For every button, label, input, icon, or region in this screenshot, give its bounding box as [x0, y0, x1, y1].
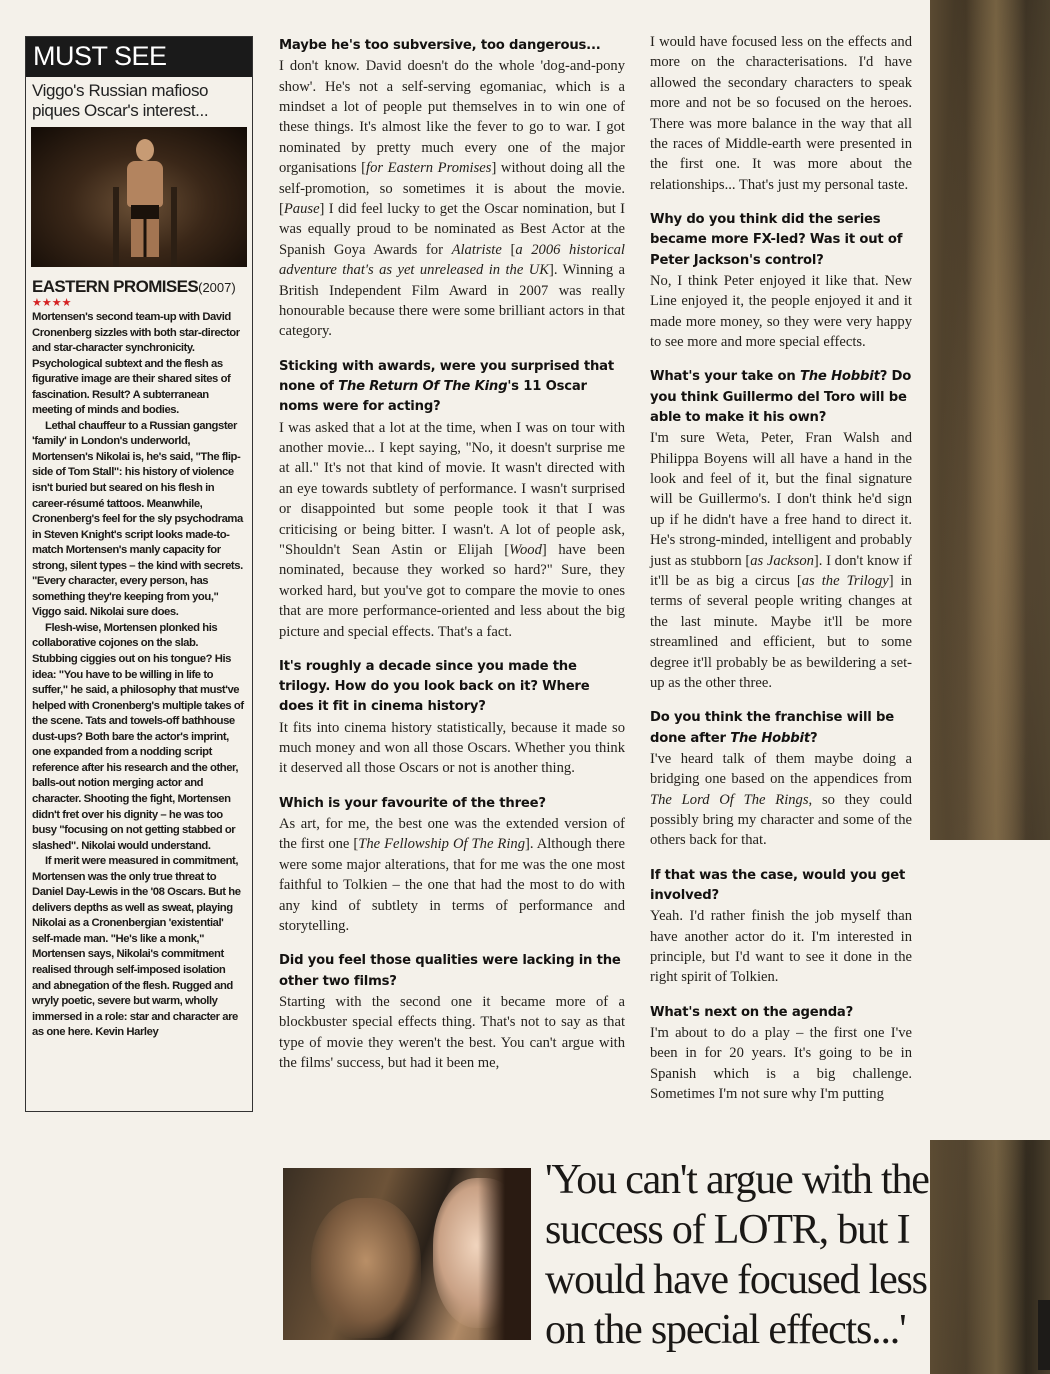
hair-shadow	[478, 1168, 531, 1340]
seated-figure	[123, 139, 167, 257]
question: Did you feel those qualities were lacking in the other two films?	[279, 953, 621, 989]
page-whitespace	[910, 840, 1050, 1140]
pull-quote-line: success of LOTR, but I	[545, 1207, 910, 1253]
answer: No, I think Peter enjoyed it like that. New Line enjoyed it, the people enjoyed it and it made more money, so they were very happy to see more and more special effects.	[650, 272, 912, 351]
page-edge-mark	[1038, 1300, 1050, 1370]
answer: I don't know. David doesn't do the whole 'dog-and-pony show'. He's not a self-serving egomaniac, which is a mindset a lot of people put themselves in to win one of these things. It's almost like the fever to go to war. I got nominated by pretty much every one of the major organisations [for Eastern Promises] without doing all the self-promotion, so sometimes it is about the movie. [Pause] I did feel lucky to get the Oscar nomination, but I was equally proud to be nominated as Best Actor at the Spanish Goya Awards for Alatriste [a 2006 historical adventure that's as yet unreleased in the UK]. Winning a British Independent Film Award in 2007 was really honourable because there were some brilliant actors in that category.	[279, 58, 625, 340]
question: Maybe he's too subversive, too dangerous...	[279, 38, 601, 53]
interview-column-2	[650, 32, 912, 1105]
question: Do you think the franchise will be done after The Hobbit?	[650, 710, 894, 746]
film-year: (2007)	[198, 280, 236, 295]
review-paragraph	[32, 854, 246, 1041]
pull-quote-line: on the special effects...'	[545, 1307, 906, 1353]
answer: Starting with the second one it became more of a blockbuster special effects thing. That's not to say as that type of movie they weren't the best. You can't argue with the films' success, but had it been me,	[279, 993, 625, 1072]
answer: I was asked that a lot at the time, when I was on tour with another movie... I kept saying, "No, it doesn't surprise me at all." It's not that kind of movie. It wasn't directed with an eye towards subtlety of performance. I wasn't surprised or disappointed but some people took it that I was criticising or being bitter. I wasn't. A lot of people ask, "Shouldn't Sean Astin or Elijah [Wood] have been nominated, because they worked so hard?" Sure, they worked hard, but you've got to compare the movie to ones that are more performance-oriented and less about the big picture and special effects. That's a fact.	[279, 419, 625, 640]
rating-stars: ★★★★	[32, 297, 72, 309]
must-see-sidebar	[25, 36, 253, 1112]
answer: As art, for me, the best one was the extended version of the first one [The Fellowship Of The Ring]. Although there were some major alterations, that for me was the one most faithful to Tolkien – the one that had the most to do with any kind of subtlety in terms of performance and storytelling.	[279, 816, 625, 935]
question: If that was the case, would you get involved?	[650, 867, 906, 904]
interview-column-1	[279, 36, 625, 1073]
answer: I'm about to do a play – the first one I've been in for 20 years. It's going to be in Spanish which is a big challenge. Sometimes I'm not sure why I'm putting	[650, 1025, 912, 1103]
review-paragraph: Flesh-wise, Mortensen plonked his collaborative cojones on the slab. Stubbing ciggies out on his tongue? His idea: "You have to be willing in life to suffer," he said, a philosophy that must've helped with Cronenberg's multiple takes of the scene. Tats and towels-off bathhouse dust-ups? Both bare the actor's imprint, one expanded from a nodding script reference after his research and the other, balls-out notion merging actor and character. Shooting the fight, Mortensen didn't fret over his dignity – he was too busy "focusing on not getting stabbed or slashed". Nikolai would understand.	[32, 621, 244, 852]
answer: Yeah. I'd rather finish the job myself than have another actor do it. I'm interested in principle, but I'd want to see it done in the right spirit of Tolkien.	[650, 908, 912, 986]
actor-face	[311, 1198, 421, 1338]
question: It's roughly a decade since you made the trilogy. How do you look back on it? Where does it fit in cinema history?	[279, 658, 590, 715]
byline: Kevin Harley	[95, 1026, 159, 1039]
question: What's your take on The Hobbit? Do you think Guillermo del Toro will be able to make it his own?	[650, 369, 912, 425]
chair-leg	[113, 187, 119, 267]
question: Which is your favourite of the three?	[279, 795, 546, 811]
pull-quote-line: 'You can't argue with the	[545, 1157, 929, 1203]
review-text	[26, 309, 252, 1041]
answer: I'm sure Weta, Peter, Fran Walsh and Philippa Boyens will all have a hand in the look and feel of it, but the final signature will be Guillermo's. I don't think he'd sign up if he didn't have a free hand to direct it. He's strong-minded, intelligent and probably just as stubborn [as Jackson]. I don't know if it'll be as big a circus [as the Trilogy] in terms of several people writing changes at the last minute. Maybe it'll be more streamlined and efficient, but to some degree it'll probably be as bewildering a set-up as the other three.	[650, 430, 912, 691]
question: Sticking with awards, were you surprised that none of The Return Of The King's 11 Oscar noms were for acting?	[279, 358, 614, 415]
answer-continued: I would have focused less on the effects and more on the characterisations. I'd have allowed the secondary characters to speak more and not be so focused on the heroes. There was more balance in the way that all the races of Middle-earth were presented in the first one. It was more about the relationships... That's just my personal taste.	[650, 34, 912, 193]
pull-quote	[545, 1155, 1015, 1355]
film-title: EASTERN PROMISES	[32, 277, 199, 296]
answer: I've heard talk of them maybe doing a bridging one based on the appendices from The Lord Of The Rings, so they could possibly bring my character and some of the others back for that.	[650, 750, 912, 849]
sidebar-header: MUST SEE	[26, 37, 252, 77]
pull-quote-line: would have focused less	[545, 1257, 927, 1303]
answer: It fits into cinema history statistically, because it made so much money and won all those Oscars. Whether you think it deserved all those Oscars or not is another thing.	[279, 719, 625, 777]
lotr-still-photo	[283, 1168, 531, 1340]
sidebar-subhead: Viggo's Russian mafioso piques Oscar's interest...	[32, 81, 209, 120]
review-paragraph-text: If merit were measured in commitment, Mortensen was the only true threat to Daniel Day-Lewis in the '08 Oscars. But he delivers depths as well as sweat, playing Nikolai as a Cronenbergian 'existential' self-made man. "He's like a monk," Mortensen says, Nikolai's commitment realised through self-imposed isolation and abnegation of the flesh. Rugged and wryly poetic, severe but warm, wholly immersed in a role: star and character are as one here.	[32, 855, 241, 1039]
question: What's next on the agenda?	[650, 1004, 854, 1020]
chair-leg	[171, 187, 177, 267]
review-paragraph: Mortensen's second team-up with David Cronenberg sizzles with both star-director and star-character synchronicity. Psychological subtext and the flesh as figurative image are their shared sites of fascination. Result? A subterranean meeting of minds and bodies.	[32, 311, 240, 417]
film-title-line	[26, 267, 252, 297]
question: Why do you think did the series became more FX-led? Was it out of Peter Jackson's control?	[650, 212, 903, 268]
review-paragraph: Lethal chauffeur to a Russian gangster 'family' in London's underworld, Mortensen's Nikolai is, he's said, "The flip-side of Tom Stall": his history of violence isn't buried but seared on his flesh in career-résumé tattoos. Meanwhile, Cronenberg's feel for the sly psychodrama in Steven Knight's script looks made-to-match Mortensen's manly capacity for strong, silent types – the kind with secrets. "Every character, every person, has something they're keeping from you," Viggo said. Nikolai sure does.	[32, 419, 243, 619]
eastern-promises-still	[31, 127, 247, 267]
